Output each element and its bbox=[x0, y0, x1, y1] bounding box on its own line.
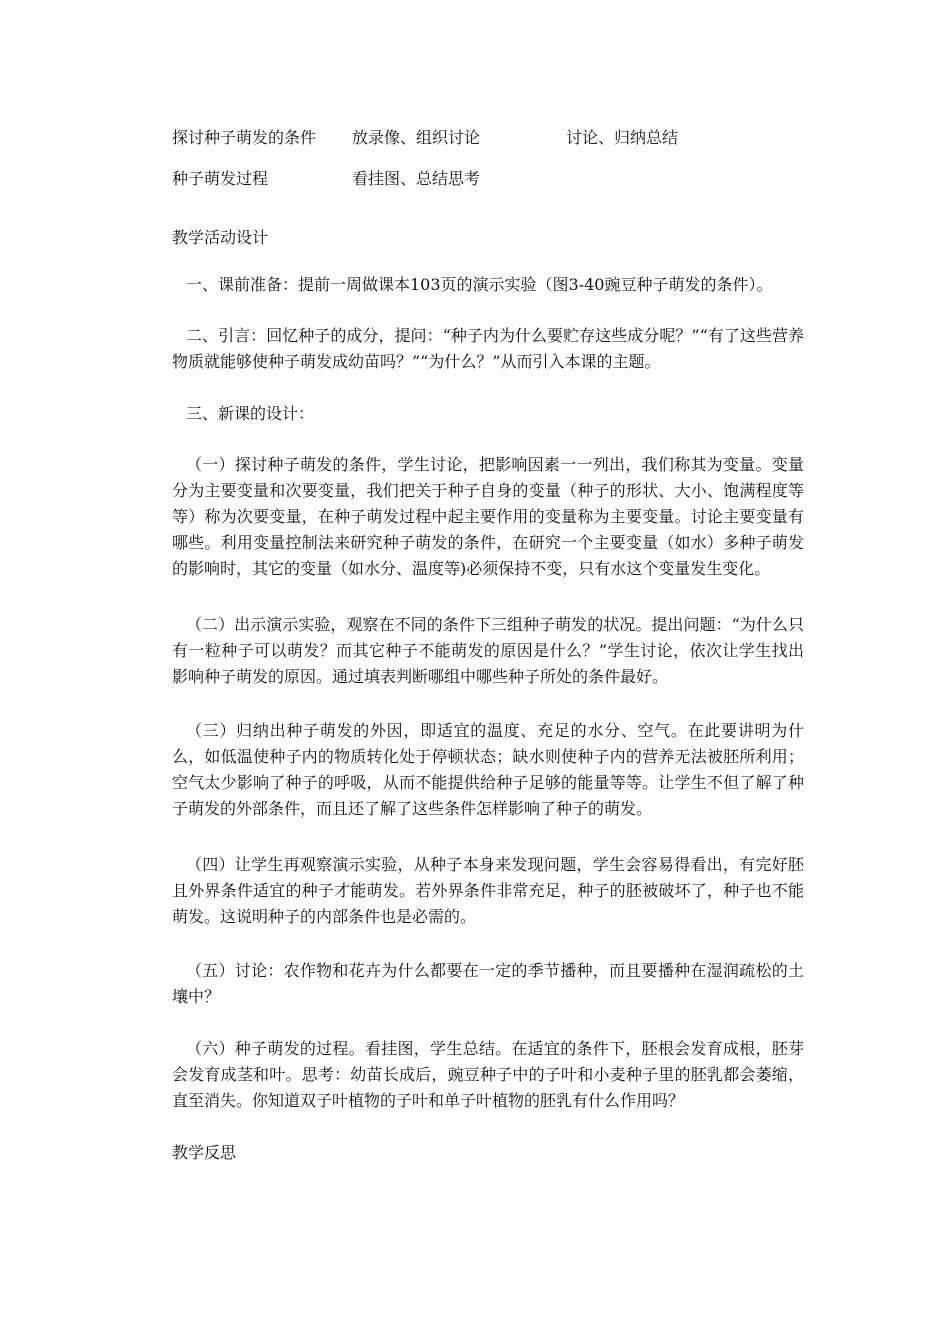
table-row-1-student-activity: 讨论、归纳总结 bbox=[566, 128, 679, 147]
paragraph-section-1-text: （一）探讨种子萌发的条件，学生讨论，把影响因素一一列出，我们称其为变量。变量分为主要变量和次要变量，我们把关于种子自身的变量（种子的形状、大小、饱满程度等等）称为次要变量，在种子萌发过程中起主要作用的变量称为主要变量。讨论主要变量有哪些。利用变量控制法来研究种子萌发的条件，在研究一个主要变量（如水）多种子萌发的影响时，其它的变量（如水分、温度等)必须保持不变，只有水这个变量发生变化。 bbox=[172, 455, 804, 578]
paragraph-prep-text: 一、课前准备：提前一周做课本103页的演示实验（图3-40豌豆种子萌发的条件）。 bbox=[186, 275, 773, 294]
paragraph-intro-text: 二、引言：回忆种子的成分，提问：“种子内为什么要贮存这些成分呢？”“有了这些营养物质就能够使种子萌发成幼苗吗？”“为什么？”从而引入本课的主题。 bbox=[172, 326, 804, 371]
section-heading-activity-design: 教学活动设计 bbox=[172, 228, 269, 247]
paragraph-intro bbox=[172, 323, 804, 375]
section-heading-reflection: 教学反思 bbox=[172, 1143, 237, 1162]
paragraph-section-2 bbox=[172, 612, 804, 690]
paragraph-section-5 bbox=[172, 958, 804, 1010]
paragraph-section-3-text: （三）归纳出种子萌发的外因，即适宜的温度、充足的水分、空气。在此要讲明为什么，如低温使种子内的物质转化处于停顿状态；缺水则使种子内的营养无法被胚所利用；空气太少影响了种子的呼吸，从而不能提供给种子足够的能量等等。让学生不但了解了种子萌发的外部条件，而且还了解了这些条件怎样影响了种子的萌发。 bbox=[172, 721, 804, 818]
table-row-2-content: 种子萌发过程 bbox=[172, 169, 269, 188]
paragraph-section-6-text: （六）种子萌发的过程。看挂图，学生总结。在适宜的条件下，胚根会发育成根，胚芽会发育成茎和叶。思考：幼苗长成后，豌豆种子中的子叶和小麦种子里的胚乳都会萎缩，直至消失。你知道双子叶植物的子叶和单子叶植物的胚乳有什么作用吗？ bbox=[172, 1039, 804, 1110]
paragraph-section-6 bbox=[172, 1036, 804, 1114]
paragraph-section-1 bbox=[172, 452, 804, 582]
table-row-2-teacher-activity: 看挂图、总结思考 bbox=[352, 169, 481, 188]
paragraph-prep bbox=[172, 272, 804, 298]
paragraph-section-3 bbox=[172, 718, 804, 822]
paragraph-section-4 bbox=[172, 852, 804, 930]
section-heading-new-lesson: 三、新课的设计： bbox=[186, 404, 315, 423]
paragraph-section-4-text: （四）让学生再观察演示实验，从种子本身来发现问题，学生会容易得看出，有完好胚且外界条件适宜的种子才能萌发。若外界条件非常充足，种子的胚被破坏了，种子也不能萌发。这说明种子的内部条件也是必需的。 bbox=[172, 855, 804, 926]
paragraph-section-5-text: （五）讨论：农作物和花卉为什么都要在一定的季节播种，而且要播种在湿润疏松的土壤中？ bbox=[172, 961, 804, 1006]
table-row-1-teacher-activity: 放录像、组织讨论 bbox=[352, 128, 481, 147]
paragraph-section-2-text: （二）出示演示实验，观察在不同的条件下三组种子萌发的状况。提出问题：“为什么只有一粒种子可以萌发？而其它种子不能萌发的原因是什么？”学生讨论，依次让学生找出影响种子萌发的原因。通过填表判断哪组中哪些种子所处的条件最好。 bbox=[172, 615, 804, 686]
table-row-1-content: 探讨种子萌发的条件 bbox=[172, 128, 317, 147]
